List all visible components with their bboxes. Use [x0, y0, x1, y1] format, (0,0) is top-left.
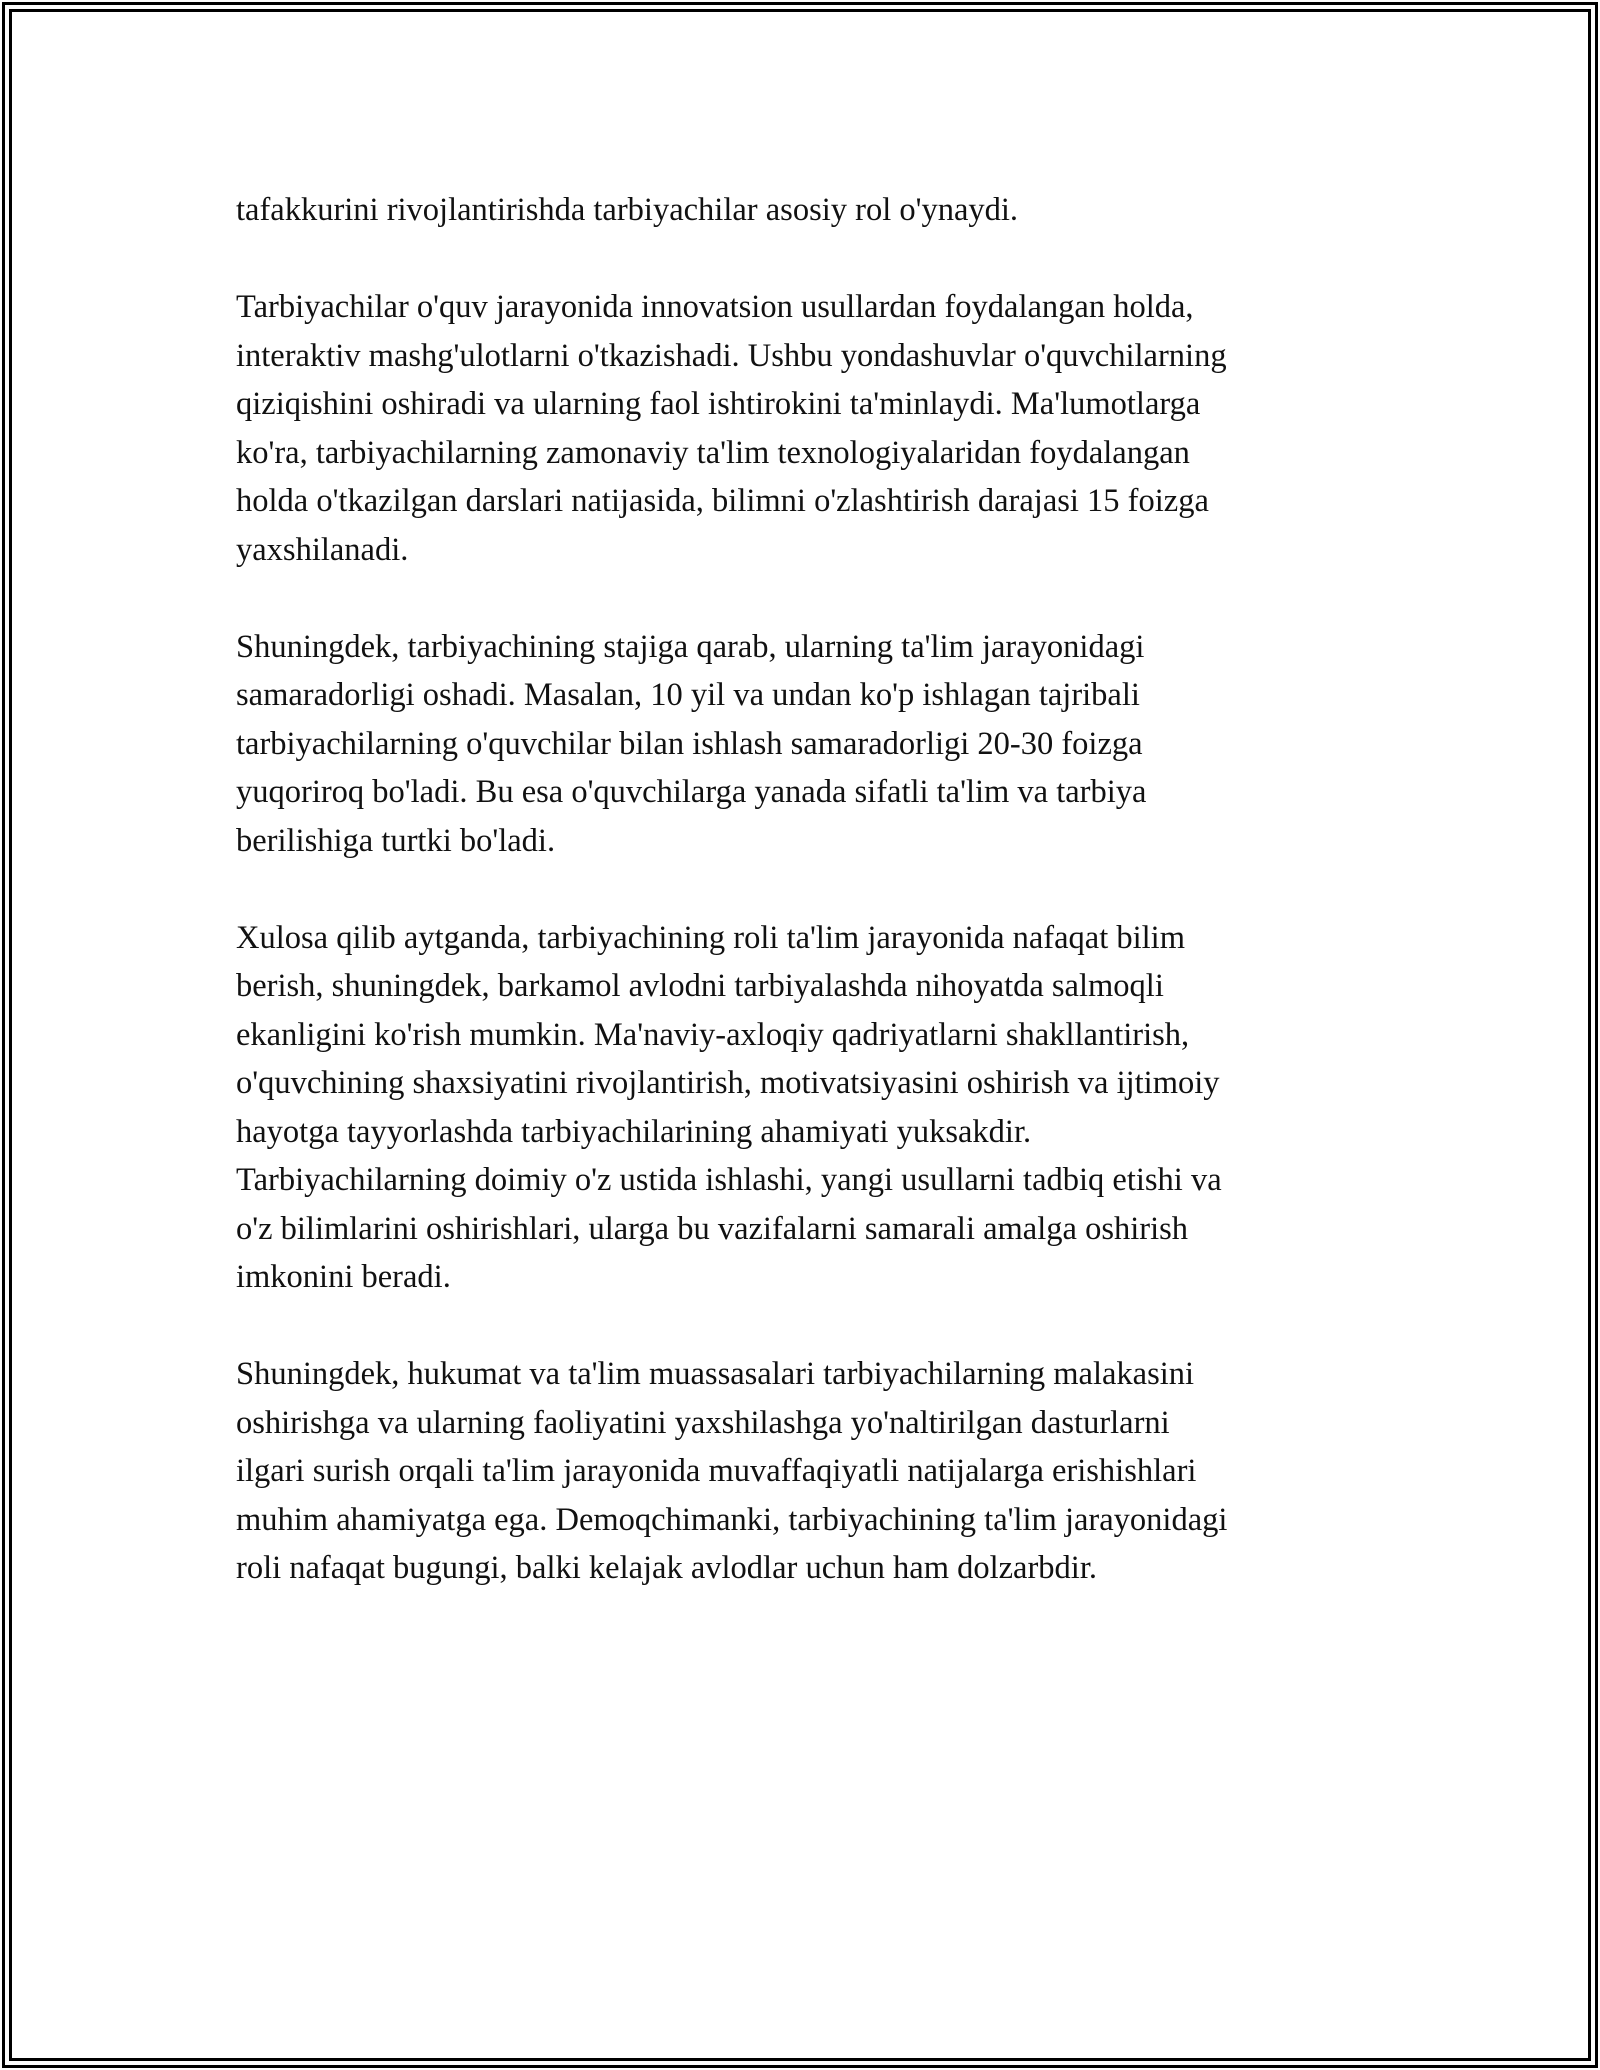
text-line: tafakkurini rivojlantirishda tarbiyachilar asosiy rol o'ynaydi.	[236, 192, 1019, 228]
text-line: samaradorligi oshadi. Masalan, 10 yil va undan ko'p ishlagan tajribali	[236, 677, 1140, 713]
text-line: Tarbiyachilarning doimiy o'z ustida ishlashi, yangi usullarni tadbiq etishi va	[236, 1162, 1222, 1198]
text-line: yuqoriroq bo'ladi. Bu esa o'quvchilarga yanada sifatli ta'lim va tarbiya	[236, 774, 1147, 810]
paragraph-2	[236, 283, 1366, 574]
text-line: hayotga tayyorlashda tarbiyachilarining ahamiyati yuksakdir.	[236, 1113, 1032, 1150]
text-line: berilishiga turtki bo'ladi.	[236, 822, 556, 859]
text-line: tarbiyachilarning o'quvchilar bilan ishlash samaradorligi 20-30 foizga	[236, 725, 1143, 762]
text-line: muhim ahamiyatga ega. Demoqchimanki, tarbiyachining ta'lim jarayonidagi	[236, 1501, 1228, 1538]
text-line: ilgari surish orqali ta'lim jarayonida muvaffaqiyatli natijalarga erishishlari	[236, 1453, 1197, 1489]
paragraph-4	[236, 914, 1366, 1302]
text-line: interaktiv mashg'ulotlarni o'tkazishadi. Ushbu yondashuvlar o'quvchilarning	[236, 337, 1227, 374]
paragraph-3	[236, 623, 1366, 866]
text-line: qiziqishini oshiradi va ularning faol ishtirokini ta'minlaydi. Ma'lumotlarga	[236, 386, 1201, 422]
text-line: ekanligini ko'rish mumkin. Ma'naviy-axloqiy qadriyatlarni shakllantirish,	[236, 1016, 1190, 1053]
text-line: roli nafaqat bugungi, balki kelajak avlodlar uchun ham dolzarbdir.	[236, 1550, 1097, 1586]
text-line: oshirishga va ularning faoliyatini yaxshilashga yo'naltirilgan dasturlarni	[236, 1404, 1170, 1441]
text-line: Xulosa qilib aytganda, tarbiyachining roli ta'lim jarayonida nafaqat bilim	[236, 919, 1185, 956]
paragraph-5	[236, 1350, 1366, 1593]
text-line: Tarbiyachilar o'quv jarayonida innovatsion usullardan foydalangan holda,	[236, 289, 1194, 325]
text-line: Shuningdek, tarbiyachining stajiga qarab, ularning ta'lim jarayonidagi	[236, 628, 1145, 665]
text-line: holda o'tkazilgan darslari natijasida, bilimni o'zlashtirish darajasi 15 foizga	[236, 483, 1209, 519]
text-line: yaxshilanadi.	[236, 531, 409, 568]
text-line: Shuningdek, hukumat va ta'lim muassasalari tarbiyachilarning malakasini	[236, 1356, 1195, 1392]
text-line: ko'ra, tarbiyachilarning zamonaviy ta'lim texnologiyalaridan foydalangan	[236, 434, 1190, 471]
document-body	[236, 186, 1366, 1593]
text-line: berish, shuningdek, barkamol avlodni tarbiyalashda nihoyatda salmoqli	[236, 968, 1164, 1004]
text-line: o'z bilimlarini oshirishlari, ularga bu vazifalarni samarali amalga oshirish	[236, 1210, 1188, 1247]
paragraph-1	[236, 186, 1366, 235]
text-line: o'quvchining shaxsiyatini rivojlantirish, motivatsiyasini oshirish va ijtimoiy	[236, 1065, 1220, 1101]
text-line: imkonini beradi.	[236, 1259, 451, 1295]
